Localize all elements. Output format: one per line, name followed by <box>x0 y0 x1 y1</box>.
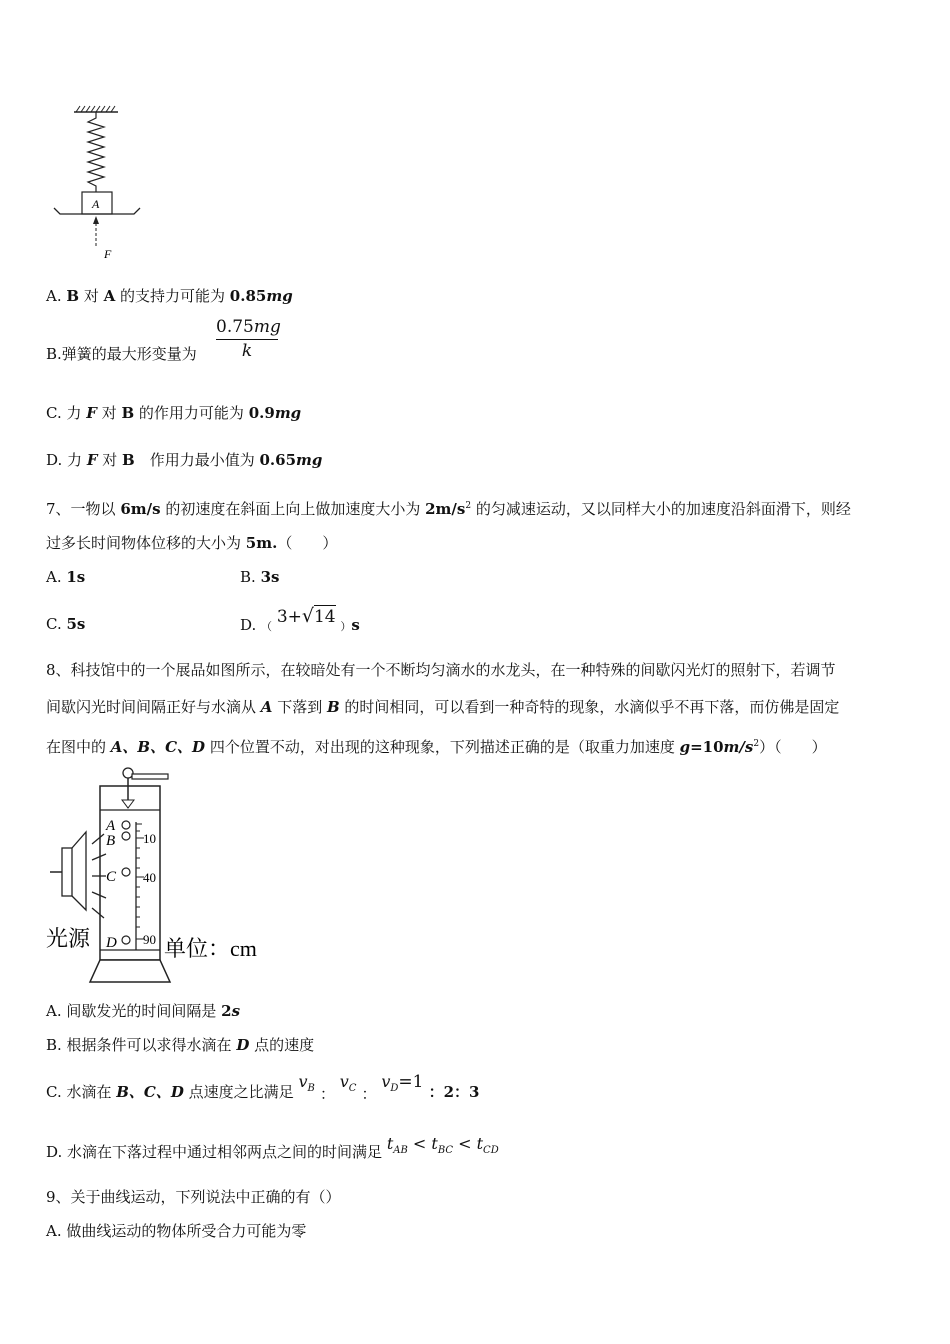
unit-label: 单位：cm <box>164 936 257 961</box>
q7-stem-line2: 过多长时间物体位移的大小为 5m.（ ） <box>46 534 338 552</box>
q9-option-a: A. 做曲线运动的物体所受合力可能为零 <box>46 1222 307 1240</box>
q8-option-d: D. 水滴在下落过程中通过相邻两点之间的时间满足 $t_{AB} < t_{BC} < t_{CD}$ <box>46 1134 499 1161</box>
fraction: $\frac{0.75mg}{k}$ <box>216 317 281 361</box>
q8-stem-line2: 间歇闪光时间间隔正好与水滴从 A 下落到 B 的时间相同，可以看到一种奇特的现象，水滴似乎不再下落，而仿佛是固定 <box>46 698 840 716</box>
q8-stem-line1: 8、科技馆中的一个展品如图所示，在较暗处有一个不断均匀滴水的水龙头，在一种特殊的间歇闪光灯的照射下，若调节 <box>46 661 836 679</box>
q6-option-d: D. 力 F 对 B 作用力最小值为 0.65mg <box>46 451 323 469</box>
point-label: C <box>106 869 117 885</box>
force-label: F <box>104 247 112 261</box>
q8-stem-line3: 在图中的 A、B、C、D 四个位置不动，对出现的这种现象，下列描述正确的是（取重力加速度 $g=10m/s^2$）（ ） <box>46 738 827 756</box>
drop-d <box>122 936 130 944</box>
light-source-label: 光源 <box>46 926 91 951</box>
drop-b <box>122 832 130 840</box>
q7-option-d: D. （ 3+√14 ）s <box>240 605 360 634</box>
q8-option-a: A. 间歇发光的时间间隔是 2s <box>46 1002 241 1020</box>
q6-option-a: A. B 对 A 的支持力可能为 0.85mg <box>46 287 293 305</box>
drop-a <box>122 821 130 829</box>
q7-option-c: C. 5s <box>46 615 86 633</box>
q6-option-b: B.弹簧的最大形变量为 $\frac{0.75mg}{k}$ <box>46 317 281 363</box>
tick-label: 10 <box>143 831 156 846</box>
point-label: D <box>106 935 117 951</box>
block-label: A <box>92 197 100 211</box>
tick-label: 40 <box>143 870 156 885</box>
drop-c <box>122 868 130 876</box>
dripping-tap-figure <box>44 764 284 990</box>
q7-option-a: A. 1s <box>46 568 86 586</box>
q8-option-c: C. 水滴在 B、C、D 点速度之比满足 $v_B$ ： $v_C$ ： $v_D=1$ ：2：3 <box>46 1072 480 1103</box>
spring-block-figure <box>48 104 148 264</box>
q9-stem: 9、关于曲线运动，下列说法中正确的有（） <box>46 1188 341 1206</box>
q6-option-c: C. 力 F 对 B 的作用力可能为 0.9mg <box>46 404 302 422</box>
q8-option-b: B. 根据条件可以求得水滴在 D 点的速度 <box>46 1036 315 1054</box>
q7-stem-line1: 7、一物以 6m/s 的初速度在斜面上向上做加速度大小为 $2m/s^2$ 的匀减速运动，又以同样大小的加速度沿斜面滑下，则经 <box>46 500 851 518</box>
point-label: B <box>106 833 116 849</box>
point-label: A <box>106 818 116 834</box>
q7-option-b: B. 3s <box>240 568 280 586</box>
tick-label: 90 <box>143 932 156 947</box>
